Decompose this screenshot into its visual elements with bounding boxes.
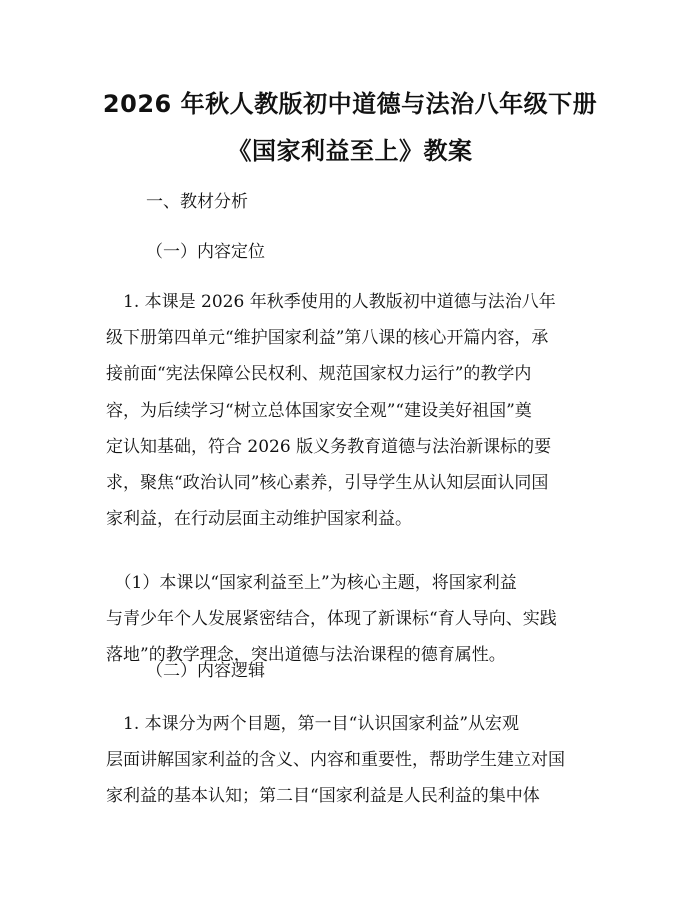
section-heading-textbook-analysis: 一、教材分析 <box>146 192 248 212</box>
paragraph-1 <box>106 284 600 537</box>
document-title-line-1: 2026 年秋人教版初中道德与法治八年级下册 <box>102 90 598 118</box>
paragraph-2-line: （1）本课以“国家利益至上”为核心主题，将国家利益 <box>106 573 517 593</box>
paragraph-1-line: 容，为后续学习“树立总体国家安全观”“建设美好祖国”奠 <box>106 400 532 421</box>
paragraph-2-line: 落地”的教学理念，突出道德与法治课程的德育属性。 <box>106 645 506 666</box>
paragraph-1-line: 1. 本课是 2026 年秋季使用的人教版初中道德与法治八年 <box>106 292 556 312</box>
subsection-heading-content-logic: （二）内容逻辑 <box>146 661 265 681</box>
paragraph-2 <box>106 565 600 674</box>
subsection-heading-content-positioning: （一）内容定位 <box>146 242 265 262</box>
paragraph-1-line: 家利益，在行动层面主动维护国家利益。 <box>106 509 412 530</box>
paragraph-3 <box>106 706 600 815</box>
paragraph-3-line: 1. 本课分为两个目题，第一目“认识国家利益”从宏观 <box>106 714 520 734</box>
paragraph-3-line: 层面讲解国家利益的含义、内容和重要性，帮助学生建立对国 <box>106 750 565 771</box>
paragraph-1-line: 接前面“宪法保障公民权利、规范国家权力运行”的教学内 <box>106 364 532 385</box>
document-title-line-2: 《国家利益至上》教案 <box>227 137 473 165</box>
paragraph-2-line: 与青少年个人发展紧密结合，体现了新课标“育人导向、实践 <box>106 609 557 630</box>
paragraph-1-line: 求，聚焦“政治认同”核心素养，引导学生从认知层面认同国 <box>106 473 549 494</box>
paragraph-1-line: 级下册第四单元“维护国家利益”第八课的核心开篇内容，承 <box>106 328 549 349</box>
paragraph-1-line: 定认知基础，符合 2026 版义务教育道德与法治新课标的要 <box>106 436 552 457</box>
paragraph-3-line: 家利益的基本认知；第二目“国家利益是人民利益的集中体 <box>106 786 540 807</box>
